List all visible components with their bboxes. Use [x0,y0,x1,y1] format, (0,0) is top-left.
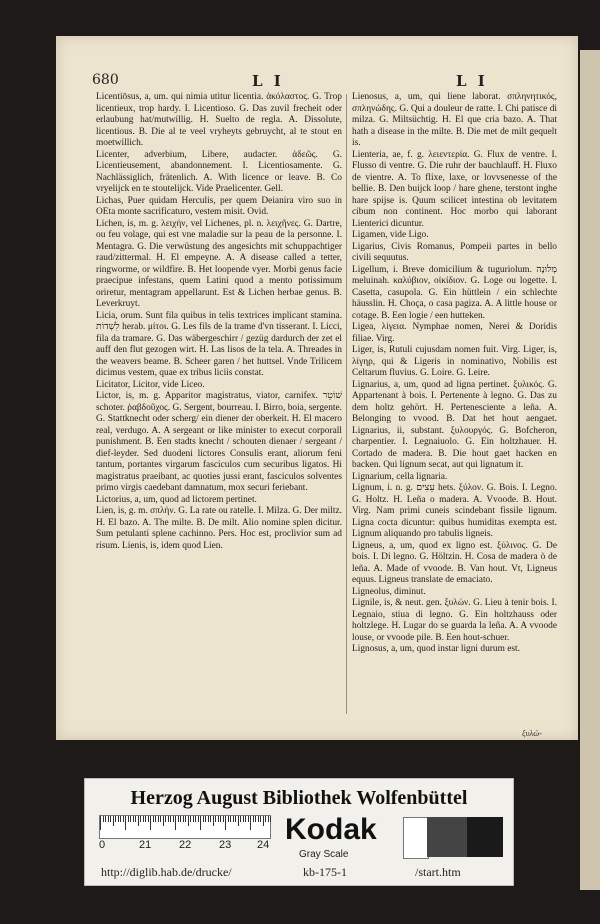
ruler-tick [128,816,129,822]
ruler-tick [133,816,134,822]
ruler-number: 24 [257,839,270,851]
ruler-tick [268,816,269,822]
ruler-tick [213,816,214,826]
ruler-tick [113,816,114,826]
start-path: /start.htm [415,865,461,879]
ruler-tick [165,816,166,822]
ruler-tick [193,816,194,822]
dictionary-entry: Licia, orum. Sunt fila quibus in telis textrices implicant stamina. לִשְׁדוֹת herab. μίτοι. G. Les fils de la trame d'vn tisserant. I. Licci, fila da tramare. G. Das wäbergeschirr / gezüg dardurch der zet el auff den flut gezogen wirt. H. Las lisos de la tela. A. Threades in the weavers beame. B. Scheer garen / het huttsel. Vnde Trilicem dicimus vestem, quae ex tribus liciis constat. [96,310,342,378]
source-url: http://diglib.hab.de/drucke/ [101,865,232,879]
dictionary-entry: Lienteria, ae, f. g. λειεντερία. G. Flux de ventre. I. Flusso di ventre. G. Die ruhr der bauchlauff. H. Fluxo de vientre. A. To flixe, laxe, or lovvsenesse of the bellie. B. Den buijck loop / hare ghene, terstont inghe hare spijse is. Quum scilicet intestina ob levitatem cibum non continent. Hoc morbo qui laborant Lienterici dicuntur. [352,149,557,229]
dictionary-entry: Ligarius, Civis Romanus, Pompeii partes in bello civili sequutus. [352,241,557,263]
ruler-tick [103,816,104,822]
dictionary-entry: Lien, is, g. m. σπλήν. G. La rate ou ratelle. I. Milza. G. Der miltz. H. El bazo. A. The milte. B. De milt. Alio nomine splen dicitur. Sum petulanti splene cachinno. Pers. Hoc est, proclivior sum ad risum. Lienis, is, idem quod Lien. [96,506,342,551]
ruler-tick [258,816,259,822]
ruler-tick [208,816,209,822]
ruler-tick [225,816,226,830]
ruler-tick [198,816,199,822]
ruler-tick [105,816,106,822]
dictionary-entry: Lictor, is, m. g. Apparitor magistratus, viator, carnifex. שׁוֹטֵר schoter. ῥαβδοῦχος. G. Sergent, bourreau. I. Birro, boia, sergente. G. Stattknecht oder scherg/ ein diener der oberkeit. H. El macero real, verdugo. A. A sergeant or like minister to execut corporall punishment. B. Een stadts knecht / schouten dienaer / sergeant / dief-leyder. Sed duodeni lictores Consulis erant, aliorum feni tantum, portantes virgarum fasciculos cum securibus ligatos. Hi magistratus praeibant, ac quoties jussi erant, fasciculos solventes primo virgis caedebant damnatum, mox securi feriebant. [96,391,342,493]
ruler-tick [138,816,139,826]
column-divider [346,94,347,714]
dictionary-entry: Lichen, is, m. g. λειχήν, vel Lichenes, pl. n. λειχῆνες. G. Dartre, ou feu volage, qui est vne maladie sur la peau de la personne. I. Mentagra. G. Die verwüstung des angesichts mit schuppachtiger raud/zittermal. H. El empeyne. A. A disease called a tetter, ringworme, or wildfire. B. Het loopende vyer. Morbi genus facie praecipue infestans, quem Latini quod a mento potissimum oriretur, mentagram appellarunt. Est & Lichen herbae genus. B. Leverkruyt. [96,218,342,309]
page-number: 680 [92,72,119,88]
ruler-number: 23 [219,839,232,851]
ruler-tick [195,816,196,822]
ruler-tick [245,816,246,822]
ruler-tick [250,816,251,830]
ruler-tick [118,816,119,822]
dictionary-entry: Lichas, Puer quidam Herculis, per quem Deianira viro suo in OEta monte sacrificaturo, vestem misit. Ovid. [96,195,342,217]
dictionary-entry: Lictorius, a, um, quod ad lictorem pertinet. [96,494,257,505]
ruler-tick [223,816,224,822]
ruler-number: 0 [99,839,106,851]
ruler-tick [265,816,266,822]
ruler-tick [270,816,271,822]
ruler-tick [175,816,176,830]
gray-scale-label: Gray Scale [299,849,349,860]
ruler-tick [160,816,161,822]
ruler-tick [110,816,111,822]
brand-logo: Kodak [285,813,377,846]
shelf-code: kb-175-1 [303,865,347,879]
ruler-tick [123,816,124,822]
ruler-tick [185,816,186,822]
ruler-tick [218,816,219,822]
dictionary-entry: Ligneolus, diminut. [352,586,426,597]
ruler-tick [155,816,156,822]
right-column-heading: L I [456,72,488,90]
ruler-tick [125,816,126,830]
dictionary-entry: Liger, is, Rutuli cujusdam nomen fuit. Virg. Liger, is, λίγηρ, qui & Ligeris in nominativo, Nobilis est Celtarum fluvius. G. Loire. G. Leire. [352,345,557,378]
ruler-tick [180,816,181,822]
ruler-tick [143,816,144,822]
ruler-tick [148,816,149,822]
dictionary-entry: Lignum, i. n. g. עֵצִים hets. ξύλον. G. Bois. I. Legno. G. Holtz. H. Leña o madera. A. Vvoode. B. Hout. Virg. Nam primi cuneis scindebant fissile lignum. Ligna cocta dicuntur: quibus humiditas exempta est. Lignum aliquando pro tabulis ligneis. [352,483,557,539]
ruler-tick [188,816,189,826]
right-column [352,92,557,732]
gray-swatch-white [403,817,429,859]
ruler-tick [210,816,211,822]
ruler-tick [135,816,136,822]
ruler-tick [115,816,116,822]
ruler-tick [190,816,191,822]
dictionary-entry: Licitator, Licitor, vide Liceo. [96,379,205,390]
ruler-tick [253,816,254,822]
ruler-tick [230,816,231,822]
dictionary-entry: Licenter, adverbium, Libere, audacter. ἀδεῶς. G. Licentieusement, abandonnement. I. Licentiosamente. G. Nachlässiglich, frätenlich. A. With licence or leave. B. Co vryelijck en te stoutelijck. Vide Praelicenter. Gell. [96,149,342,194]
ruler-tick [238,816,239,826]
ruler-tick [205,816,206,822]
dictionary-entry: Ligellum, i. Breve domicilium & tuguriolum. מְלוּנָה meluinah. καλύβιον, οἰκίδιον. G. Loge ou logette. I. Casetta, casupola. G. Ein hüttlein / ein schlechte häusslin. H. Choça, o casa pagiza. A. A little house or cotage. B. Een logie / een hutteken. [352,264,557,321]
ruler-tick [233,816,234,822]
ruler-tick [100,816,101,830]
dictionary-entry: Lignarius, a, um, quod ad ligna pertinet. ξυλικός. G. Appartenant à bois. I. Pertenente à legno. G. Das zu dem holtz gehört. H. Pertenesciente a leña. A. Belonging to vvood. B. Dat het hout aengaet. Lignarius, ii, substant. ξυλουργός. G. Bofcheron, charpentier. I. Legnaiuolo. G. Ein holtzhauer. H. Cortado de madera. B. Die hout gaet hacken en backen. Qui lignum secat, aut qui lignatum it. [352,379,557,470]
gray-swatch-dark [427,817,467,857]
dictionary-entry: Licentiōsus, a, um. qui nimia utitur licentia. ἀκόλαστος. G. Trop licentieux, trop hardy. I. Licentioso. G. Das zuvil frecheit oder erlaubung hat/mutwillig. H. Suelto de regla. A. Dissolute, licentious. B. Die al te veel vryheyts gebruycht, al te stout en moetwillich. [96,92,342,148]
adjacent-page-edge [580,50,600,890]
ruler-tick [163,816,164,826]
gray-swatch-black [467,817,503,857]
ruler-tick [243,816,244,822]
left-column-heading: L I [252,72,284,90]
ruler-tick [173,816,174,822]
ruler-tick [158,816,159,822]
library-name: Herzog August Bibliothek Wolfenbüttel [130,787,468,809]
ruler-tick [235,816,236,822]
ruler-tick [260,816,261,822]
ruler-tick [220,816,221,822]
ruler-tick [120,816,121,822]
ruler-number: 21 [139,839,152,851]
ruler-scale [99,839,275,853]
catchword: ξυλώ- [522,728,542,738]
dictionary-entry: Ligea, λίγεια. Nymphae nomen, Nerei & Doridis filiae. Virg. [352,322,557,344]
ruler-tick [130,816,131,822]
ruler-tick [168,816,169,822]
dictionary-entry: Lignosus, a, um, quod instar ligni durum est. [352,644,520,654]
dictionary-entry: Lignile, is, & neut. gen. ξυλών. G. Lieu à tenir bois. I. Legnaio, stiua di legno. G. Ein holtzhauss oder holtzlege. H. Lugar do se guarda la leña. A. A vvoode louse, or vvoode pile. B. Een hout-schuer. [352,598,557,643]
ruler-tick [145,816,146,822]
ruler-tick [248,816,249,822]
ruler-tick [140,816,141,822]
ruler-tick [203,816,204,822]
ruler-number: 22 [179,839,192,851]
ruler-tick [263,816,264,826]
library-color-card [84,778,514,886]
measure-ruler [99,815,271,839]
ruler-tick [178,816,179,822]
ruler-tick [108,816,109,822]
page-header [92,72,552,92]
dictionary-entry: Ligneus, a, um, quod ex ligno est. ξύλινος. G. De bois. I. Di legno. G. Höltzin. H. Cosa de madera ò de leña. A. Made of vvoode. B. Van hout. Vt, Ligneus equus. Ligneus translate de emaciato. [352,540,557,585]
ruler-tick [153,816,154,822]
ruler-tick [215,816,216,822]
dictionary-entry: Lienosus, a, um, qui liene laborat. σπληνητικός, σπληνώδης. G. Qui a douleur de ratte. I. Chi patisce di milza. G. Miltsüchtig. H. El que cria bazo. A. That hath a disease in the milte. B. Die met de milt gequelt is. [352,92,557,148]
ruler-tick [255,816,256,822]
ruler-tick [240,816,241,822]
ruler-tick [228,816,229,822]
ruler-tick [200,816,201,830]
ruler-tick [150,816,151,830]
ruler-tick [183,816,184,822]
dictionary-entry: Lignarium, cella lignaria. [352,471,448,482]
left-column [96,92,342,732]
dictionary-entry: Ligamen, vide Ligo. [352,230,429,240]
ruler-tick [170,816,171,822]
